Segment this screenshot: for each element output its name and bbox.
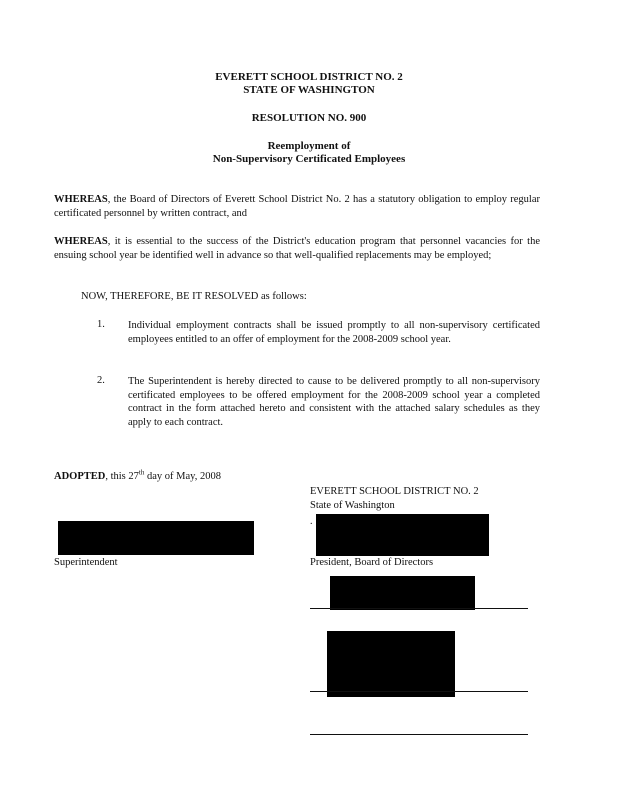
whereas-lead: WHEREAS: [54, 194, 108, 205]
subject-line-1: Reemployment of: [267, 140, 351, 152]
adopted-lead: ADOPTED: [54, 471, 106, 482]
redacted-signature-director: [327, 631, 455, 697]
resolution-number: RESOLUTION NO. 900: [251, 112, 367, 124]
state-heading: STATE OF WASHINGTON: [243, 84, 375, 96]
redacted-signature-president: [316, 514, 489, 556]
adopted-line: [54, 468, 221, 482]
president-label: President, Board of Directors: [310, 557, 434, 568]
subject-line-2: Non-Supervisory Certificated Employees: [212, 153, 406, 165]
signature-line: [310, 691, 528, 692]
item-text: The Superintendent is hereby directed to cause to be delivered promptly to all non-supervisory certificated employees to be offered employment for the 2008-2009 school year a completed contract in the form attached hereto and consistent with the attached salary schedules as they apply to each contract.: [128, 376, 540, 428]
signature-district: EVERETT SCHOOL DISTRICT NO. 2: [310, 486, 479, 497]
adopted-sup: th: [138, 468, 145, 477]
whereas-text: , the Board of Directors of Everett School District No. 2 has a statutory obligation to employ regular certificated personnel by written contract, and: [54, 194, 540, 219]
whereas-lead: WHEREAS: [54, 236, 108, 247]
adopted-pre: , this 27: [105, 471, 139, 482]
item-number: 2.: [97, 375, 105, 386]
signature-mark: .: [310, 516, 313, 527]
signature-line: [310, 608, 528, 609]
resolved-line: NOW, THEREFORE, BE IT RESOLVED as follows:: [81, 291, 307, 302]
item-text: Individual employment contracts shall be issued promptly to all non-supervisory certificated employees entitled to an offer of employment for the 2008-2009 school year.: [128, 320, 540, 345]
signature-state: State of Washington: [310, 500, 395, 511]
district-heading: EVERETT SCHOOL DISTRICT NO. 2: [215, 71, 403, 83]
whereas-clause-2: [54, 235, 540, 262]
signature-line: [310, 734, 528, 735]
whereas-text: , it is essential to the success of the District's education program that personnel vacancies for the ensuing school year be identified well in advance so that well-qualified replacements may be employed;: [54, 236, 540, 261]
redacted-signature-director: [330, 576, 475, 610]
whereas-clause-1: [54, 193, 540, 220]
adopted-post: day of May, 2008: [144, 471, 221, 482]
item-number: 1.: [97, 319, 105, 330]
redacted-signature-superintendent: [58, 521, 254, 555]
superintendent-label: Superintendent: [54, 557, 118, 568]
